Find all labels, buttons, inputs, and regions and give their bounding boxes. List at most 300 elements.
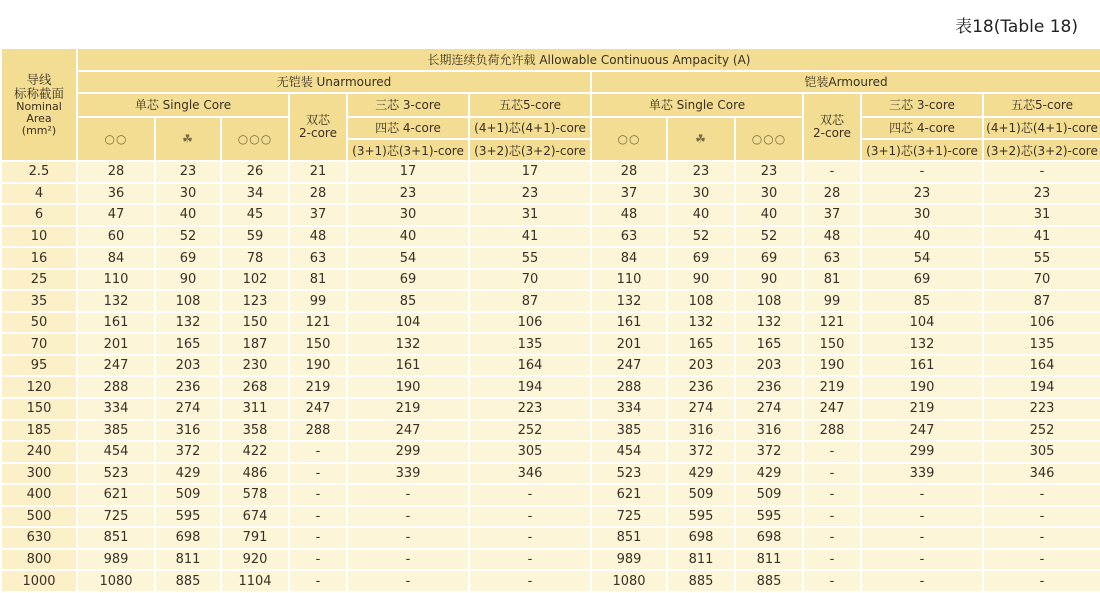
ampacity-cell: 104 xyxy=(861,312,983,334)
ampacity-cell: - xyxy=(347,549,469,571)
ampacity-cell: 69 xyxy=(667,247,735,269)
ampacity-cell: 190 xyxy=(347,376,469,398)
ampacity-cell: 346 xyxy=(983,463,1100,485)
ampacity-cell: 288 xyxy=(289,420,347,442)
trefoil-symbol: ☘ xyxy=(667,117,735,162)
unarmoured-three-plus-one-header: (3+1)芯(3+1)-core xyxy=(347,139,469,161)
ampacity-cell: 311 xyxy=(221,398,289,420)
unarmoured-four-plus-one-header: (4+1)芯(4+1)-core xyxy=(469,117,591,140)
ampacity-cell: 486 xyxy=(221,463,289,485)
area-cell: 2.5 xyxy=(1,161,77,183)
ampacity-cell: 201 xyxy=(77,333,155,355)
armoured-single-core-header: 单芯 Single Core xyxy=(591,93,803,117)
ampacity-cell: 30 xyxy=(347,204,469,226)
ampacity-cell: 135 xyxy=(983,333,1100,355)
ampacity-cell: 725 xyxy=(77,506,155,528)
ampacity-cell: 274 xyxy=(155,398,221,420)
ampacity-cell: 595 xyxy=(667,506,735,528)
ampacity-cell: 21 xyxy=(289,161,347,183)
area-cell: 6 xyxy=(1,204,77,226)
ampacity-cell: 23 xyxy=(861,183,983,205)
ampacity-cell: 135 xyxy=(469,333,591,355)
ampacity-cell: 41 xyxy=(469,226,591,248)
ampacity-cell: 30 xyxy=(735,183,803,205)
ampacity-cell: - xyxy=(803,549,861,571)
ampacity-cell: 621 xyxy=(77,484,155,506)
unarmoured-three-core-header: 三芯 3-core xyxy=(347,93,469,117)
table-body xyxy=(1,161,1100,592)
ampacity-cell: 99 xyxy=(803,290,861,312)
ampacity-cell: 203 xyxy=(155,355,221,377)
area-cell: 25 xyxy=(1,269,77,291)
ampacity-cell: 316 xyxy=(667,420,735,442)
ampacity-cell: 247 xyxy=(861,420,983,442)
area-cell: 150 xyxy=(1,398,77,420)
table-row xyxy=(1,333,1100,355)
two-core-en: 2-core xyxy=(299,125,337,140)
ampacity-cell: 132 xyxy=(155,312,221,334)
flat-two-symbol: ○○ xyxy=(77,117,155,162)
ampacity-cell: 161 xyxy=(347,355,469,377)
unarmoured-five-core-header: 五芯5-core xyxy=(469,93,591,117)
ampacity-cell: 108 xyxy=(735,290,803,312)
ampacity-cell: 41 xyxy=(983,226,1100,248)
ampacity-cell: 201 xyxy=(591,333,667,355)
ampacity-cell: 334 xyxy=(591,398,667,420)
ampacity-cell: 885 xyxy=(155,570,221,592)
ampacity-cell: 288 xyxy=(77,376,155,398)
ampacity-cell: 17 xyxy=(347,161,469,183)
ampacity-cell: 429 xyxy=(155,463,221,485)
ampacity-cell: 811 xyxy=(735,549,803,571)
unarmoured-three-plus-two-header: (3+2)芯(3+2)-core xyxy=(469,139,591,161)
ampacity-cell: - xyxy=(347,506,469,528)
flat-two-symbol: ○○ xyxy=(591,117,667,162)
ampacity-cell: 509 xyxy=(155,484,221,506)
table-row xyxy=(1,290,1100,312)
ampacity-cell: - xyxy=(289,484,347,506)
ampacity-cell: 23 xyxy=(667,161,735,183)
table-row xyxy=(1,226,1100,248)
ampacity-cell: - xyxy=(861,484,983,506)
table-row xyxy=(1,441,1100,463)
ampacity-cell: 37 xyxy=(591,183,667,205)
armoured-three-core-header: 三芯 3-core xyxy=(861,93,983,117)
ampacity-cell: 17 xyxy=(469,161,591,183)
ampacity-cell: 69 xyxy=(155,247,221,269)
ampacity-cell: - xyxy=(861,527,983,549)
ampacity-cell: - xyxy=(347,527,469,549)
ampacity-cell: 63 xyxy=(289,247,347,269)
ampacity-cell: 110 xyxy=(77,269,155,291)
ampacity-cell: 54 xyxy=(861,247,983,269)
ampacity-cell: 851 xyxy=(77,527,155,549)
ampacity-cell: 316 xyxy=(735,420,803,442)
ampacity-table xyxy=(0,47,1100,593)
table-row xyxy=(1,549,1100,571)
ampacity-cell: 203 xyxy=(667,355,735,377)
table-row xyxy=(1,420,1100,442)
ampacity-cell: 372 xyxy=(155,441,221,463)
ampacity-cell: 63 xyxy=(591,226,667,248)
ampacity-cell: 132 xyxy=(347,333,469,355)
ampacity-cell: 45 xyxy=(221,204,289,226)
ampacity-cell: 161 xyxy=(861,355,983,377)
ampacity-cell: 358 xyxy=(221,420,289,442)
ampacity-cell: 791 xyxy=(221,527,289,549)
ampacity-cell: 429 xyxy=(667,463,735,485)
ampacity-cell: - xyxy=(289,570,347,592)
ampacity-cell: - xyxy=(289,441,347,463)
ampacity-cell: 595 xyxy=(155,506,221,528)
ampacity-cell: 121 xyxy=(289,312,347,334)
ampacity-cell: 223 xyxy=(469,398,591,420)
table-row xyxy=(1,463,1100,485)
ampacity-cell: - xyxy=(983,570,1100,592)
ampacity-cell: 165 xyxy=(155,333,221,355)
ampacity-cell: 268 xyxy=(221,376,289,398)
ampacity-cell: 509 xyxy=(735,484,803,506)
ampacity-cell: 150 xyxy=(221,312,289,334)
ampacity-cell: 90 xyxy=(735,269,803,291)
ampacity-cell: 920 xyxy=(221,549,289,571)
armoured-four-plus-one-header: (4+1)芯(4+1)-core xyxy=(983,117,1100,140)
ampacity-cell: 851 xyxy=(591,527,667,549)
ampacity-cell: 219 xyxy=(803,376,861,398)
area-cell: 800 xyxy=(1,549,77,571)
ampacity-cell: 37 xyxy=(289,204,347,226)
ampacity-cell: - xyxy=(469,570,591,592)
ampacity-cell: 40 xyxy=(667,204,735,226)
ampacity-cell: 305 xyxy=(983,441,1100,463)
ampacity-cell: 523 xyxy=(77,463,155,485)
ampacity-cell: 247 xyxy=(289,398,347,420)
ampacity-cell: 164 xyxy=(983,355,1100,377)
table-row xyxy=(1,506,1100,528)
ampacity-cell: 509 xyxy=(667,484,735,506)
ampacity-cell: 187 xyxy=(221,333,289,355)
ampacity-cell: 885 xyxy=(735,570,803,592)
ampacity-cell: 81 xyxy=(289,269,347,291)
ampacity-cell: 34 xyxy=(221,183,289,205)
ampacity-cell: 247 xyxy=(77,355,155,377)
ampacity-cell: 372 xyxy=(735,441,803,463)
area-cell: 50 xyxy=(1,312,77,334)
ampacity-cell: - xyxy=(983,549,1100,571)
ampacity-cell: 194 xyxy=(469,376,591,398)
ampacity-cell: - xyxy=(803,484,861,506)
table-row xyxy=(1,376,1100,398)
ampacity-cell: 90 xyxy=(155,269,221,291)
ampacity-cell: 52 xyxy=(155,226,221,248)
ampacity-cell: 247 xyxy=(591,355,667,377)
armoured-header: 铠装Armoured xyxy=(591,71,1100,93)
table-row xyxy=(1,183,1100,205)
table-header xyxy=(1,48,1100,161)
armoured-five-core-header: 五芯5-core xyxy=(983,93,1100,117)
group-title: 长期连续负荷允许载 Allowable Continuous Ampacity (A) xyxy=(77,48,1100,71)
ampacity-cell: 108 xyxy=(667,290,735,312)
ampacity-cell: 48 xyxy=(803,226,861,248)
area-header-en1: Nominal xyxy=(16,99,62,113)
ampacity-cell: 59 xyxy=(221,226,289,248)
page-title: 表18(Table 18) xyxy=(955,17,1078,37)
ampacity-cell: 26 xyxy=(221,161,289,183)
ampacity-cell: 595 xyxy=(735,506,803,528)
ampacity-cell: 47 xyxy=(77,204,155,226)
ampacity-cell: 236 xyxy=(735,376,803,398)
ampacity-cell: 87 xyxy=(983,290,1100,312)
ampacity-cell: 203 xyxy=(735,355,803,377)
ampacity-cell: - xyxy=(347,484,469,506)
table-row xyxy=(1,312,1100,334)
ampacity-cell: 23 xyxy=(155,161,221,183)
ampacity-cell: 811 xyxy=(667,549,735,571)
ampacity-cell: 85 xyxy=(347,290,469,312)
ampacity-cell: 885 xyxy=(667,570,735,592)
armoured-two-core-header xyxy=(803,93,861,162)
ampacity-cell: 85 xyxy=(861,290,983,312)
ampacity-cell: 372 xyxy=(667,441,735,463)
ampacity-cell: 698 xyxy=(735,527,803,549)
ampacity-cell: 123 xyxy=(221,290,289,312)
area-header-cn1: 导线 xyxy=(26,71,52,87)
table-row xyxy=(1,398,1100,420)
ampacity-cell: 698 xyxy=(667,527,735,549)
ampacity-cell: 69 xyxy=(861,269,983,291)
area-cell: 120 xyxy=(1,376,77,398)
ampacity-cell: 725 xyxy=(591,506,667,528)
ampacity-cell: 104 xyxy=(347,312,469,334)
ampacity-cell: - xyxy=(289,549,347,571)
ampacity-cell: 219 xyxy=(347,398,469,420)
ampacity-cell: 150 xyxy=(803,333,861,355)
ampacity-cell: 110 xyxy=(591,269,667,291)
ampacity-cell: 578 xyxy=(221,484,289,506)
table-row xyxy=(1,161,1100,183)
ampacity-cell: 63 xyxy=(803,247,861,269)
table-row xyxy=(1,355,1100,377)
ampacity-cell: 247 xyxy=(803,398,861,420)
armoured-three-plus-one-header: (3+1)芯(3+1)-core xyxy=(861,139,983,161)
ampacity-cell: 40 xyxy=(861,226,983,248)
ampacity-cell: 161 xyxy=(591,312,667,334)
ampacity-cell: 190 xyxy=(861,376,983,398)
ampacity-cell: 23 xyxy=(735,161,803,183)
area-cell: 95 xyxy=(1,355,77,377)
ampacity-cell: 230 xyxy=(221,355,289,377)
area-cell: 240 xyxy=(1,441,77,463)
ampacity-cell: - xyxy=(803,463,861,485)
ampacity-cell: 84 xyxy=(591,247,667,269)
area-header-unit: (mm²) xyxy=(21,123,57,137)
ampacity-cell: 69 xyxy=(735,247,803,269)
ampacity-cell: 316 xyxy=(155,420,221,442)
ampacity-cell: 288 xyxy=(591,376,667,398)
unarmoured-header: 无铠装 Unarmoured xyxy=(77,71,591,93)
ampacity-cell: 339 xyxy=(347,463,469,485)
ampacity-cell: 161 xyxy=(77,312,155,334)
ampacity-cell: 69 xyxy=(347,269,469,291)
ampacity-cell: 1104 xyxy=(221,570,289,592)
ampacity-cell: 252 xyxy=(469,420,591,442)
ampacity-cell: 811 xyxy=(155,549,221,571)
flat-three-symbol: ○○○ xyxy=(735,117,803,162)
two-core-en: 2-core xyxy=(813,125,851,140)
ampacity-cell: 70 xyxy=(983,269,1100,291)
ampacity-cell: 621 xyxy=(591,484,667,506)
area-header-en2: Area xyxy=(26,111,52,125)
ampacity-cell: 132 xyxy=(591,290,667,312)
ampacity-cell: 165 xyxy=(735,333,803,355)
ampacity-cell: 28 xyxy=(77,161,155,183)
ampacity-cell: - xyxy=(983,506,1100,528)
ampacity-cell: - xyxy=(983,484,1100,506)
ampacity-cell: 132 xyxy=(77,290,155,312)
ampacity-cell: - xyxy=(289,506,347,528)
ampacity-cell: 454 xyxy=(77,441,155,463)
ampacity-cell: 87 xyxy=(469,290,591,312)
ampacity-cell: 55 xyxy=(469,247,591,269)
area-cell: 10 xyxy=(1,226,77,248)
ampacity-cell: - xyxy=(289,527,347,549)
two-core-cn: 双芯 xyxy=(819,112,844,127)
ampacity-cell: 23 xyxy=(469,183,591,205)
ampacity-cell: 150 xyxy=(289,333,347,355)
area-cell: 185 xyxy=(1,420,77,442)
ampacity-cell: 422 xyxy=(221,441,289,463)
area-cell: 1000 xyxy=(1,570,77,592)
ampacity-cell: 523 xyxy=(591,463,667,485)
ampacity-cell: 30 xyxy=(667,183,735,205)
ampacity-cell: 698 xyxy=(155,527,221,549)
ampacity-cell: 1080 xyxy=(77,570,155,592)
ampacity-cell: 429 xyxy=(735,463,803,485)
unarmoured-single-core-header: 单芯 Single Core xyxy=(77,93,289,117)
area-cell: 300 xyxy=(1,463,77,485)
ampacity-cell: 40 xyxy=(347,226,469,248)
ampacity-cell: 132 xyxy=(667,312,735,334)
ampacity-cell: 194 xyxy=(983,376,1100,398)
table-row xyxy=(1,204,1100,226)
ampacity-cell: 219 xyxy=(289,376,347,398)
ampacity-cell: 274 xyxy=(667,398,735,420)
ampacity-cell: 219 xyxy=(861,398,983,420)
ampacity-cell: - xyxy=(861,549,983,571)
ampacity-cell: 223 xyxy=(983,398,1100,420)
ampacity-cell: - xyxy=(469,549,591,571)
ampacity-cell: 48 xyxy=(289,226,347,248)
ampacity-cell: 1080 xyxy=(591,570,667,592)
ampacity-cell: - xyxy=(469,506,591,528)
armoured-four-core-header: 四芯 4-core xyxy=(861,117,983,140)
ampacity-cell: 54 xyxy=(347,247,469,269)
ampacity-cell: 52 xyxy=(735,226,803,248)
table-row xyxy=(1,484,1100,506)
ampacity-cell: 674 xyxy=(221,506,289,528)
ampacity-cell: 165 xyxy=(667,333,735,355)
ampacity-cell: 36 xyxy=(77,183,155,205)
ampacity-cell: 299 xyxy=(861,441,983,463)
ampacity-cell: 132 xyxy=(735,312,803,334)
ampacity-cell: 40 xyxy=(735,204,803,226)
ampacity-cell: - xyxy=(803,570,861,592)
table-row xyxy=(1,527,1100,549)
ampacity-cell: 28 xyxy=(289,183,347,205)
ampacity-cell: 247 xyxy=(347,420,469,442)
ampacity-cell: 132 xyxy=(861,333,983,355)
ampacity-cell: - xyxy=(347,570,469,592)
table-row xyxy=(1,269,1100,291)
area-cell: 35 xyxy=(1,290,77,312)
ampacity-cell: 106 xyxy=(983,312,1100,334)
ampacity-cell: 385 xyxy=(591,420,667,442)
two-core-cn: 双芯 xyxy=(305,112,330,127)
ampacity-cell: 90 xyxy=(667,269,735,291)
ampacity-cell: 55 xyxy=(983,247,1100,269)
ampacity-cell: 236 xyxy=(667,376,735,398)
ampacity-cell: 164 xyxy=(469,355,591,377)
ampacity-cell: 299 xyxy=(347,441,469,463)
ampacity-cell: - xyxy=(983,527,1100,549)
ampacity-cell: - xyxy=(289,463,347,485)
ampacity-cell: 106 xyxy=(469,312,591,334)
ampacity-cell: 78 xyxy=(221,247,289,269)
area-cell: 500 xyxy=(1,506,77,528)
ampacity-cell: 99 xyxy=(289,290,347,312)
area-cell: 70 xyxy=(1,333,77,355)
ampacity-cell: 121 xyxy=(803,312,861,334)
ampacity-cell: 37 xyxy=(803,204,861,226)
ampacity-cell: 48 xyxy=(591,204,667,226)
unarmoured-two-core-header xyxy=(289,93,347,162)
ampacity-cell: - xyxy=(803,506,861,528)
ampacity-cell: 252 xyxy=(983,420,1100,442)
ampacity-cell: 70 xyxy=(469,269,591,291)
ampacity-cell: 274 xyxy=(735,398,803,420)
ampacity-cell: 81 xyxy=(803,269,861,291)
ampacity-cell: 190 xyxy=(289,355,347,377)
ampacity-cell: 108 xyxy=(155,290,221,312)
ampacity-cell: 288 xyxy=(803,420,861,442)
ampacity-cell: 28 xyxy=(803,183,861,205)
ampacity-cell: 339 xyxy=(861,463,983,485)
table-row xyxy=(1,570,1100,592)
ampacity-cell: 23 xyxy=(983,183,1100,205)
ampacity-cell: 23 xyxy=(347,183,469,205)
ampacity-cell: 60 xyxy=(77,226,155,248)
ampacity-cell: 989 xyxy=(591,549,667,571)
ampacity-cell: 52 xyxy=(667,226,735,248)
area-cell: 630 xyxy=(1,527,77,549)
ampacity-cell: - xyxy=(803,161,861,183)
unarmoured-four-core-header: 四芯 4-core xyxy=(347,117,469,140)
area-header-cn2: 标称截面 xyxy=(13,85,64,101)
ampacity-cell: 40 xyxy=(155,204,221,226)
area-cell: 400 xyxy=(1,484,77,506)
ampacity-cell: 30 xyxy=(861,204,983,226)
ampacity-cell: 454 xyxy=(591,441,667,463)
area-header-cell xyxy=(1,48,77,161)
area-cell: 16 xyxy=(1,247,77,269)
table-row xyxy=(1,247,1100,269)
ampacity-cell: - xyxy=(861,570,983,592)
area-cell: 4 xyxy=(1,183,77,205)
armoured-three-plus-two-header: (3+2)芯(3+2)-core xyxy=(983,139,1100,161)
ampacity-cell: - xyxy=(469,484,591,506)
ampacity-cell: - xyxy=(983,161,1100,183)
ampacity-cell: 84 xyxy=(77,247,155,269)
